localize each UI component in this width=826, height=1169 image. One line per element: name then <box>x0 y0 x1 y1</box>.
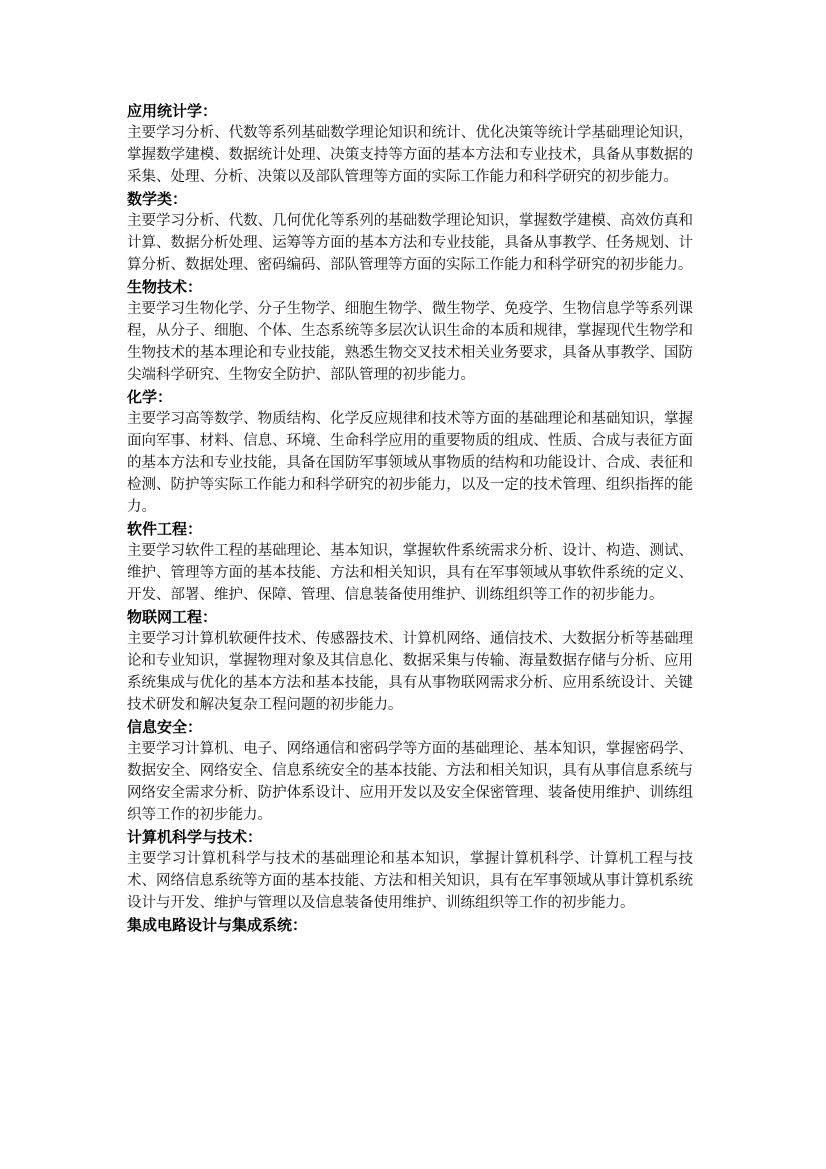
section-body: 主要学习生物化学、分子生物学、细胞生物学、微生物学、免疫学、生物信息学等系列课程，从分子、细胞、个体、生态系统等多层次认识生命的本质和规律，掌握现代生物学和生物技术的基本理论和专业技能，熟悉生物交叉技术相关业务要求，具备从事教学、国防尖端科学研究、生物安全防护、部队管理的初步能力。 <box>127 301 693 383</box>
section-iot-engineering <box>127 606 693 716</box>
section-body: 主要学习计算机科学与技术的基础理论和基本知识，掌握计算机科学、计算机工程与技术、网络信息系统等方面的基本技能、方法和相关知识，具有在军事领域从事计算机系统设计与开发、维护与管理以及信息装备使用维护、训练组织等工作的初步能力。 <box>127 851 693 911</box>
section-software-engineering <box>127 518 693 606</box>
section-information-security <box>127 716 693 826</box>
section-ic-design <box>127 914 693 936</box>
section-body: 主要学习计算机、电子、网络通信和密码学等方面的基础理论、基本知识，掌握密码学、数据安全、网络安全、信息系统安全的基本技能、方法和相关知识，具有从事信息系统与网络安全需求分析、防护体系设计、应用开发以及安全保密管理、装备使用维护、训练组织等工作的初步能力。 <box>127 741 693 823</box>
section-body: 主要学习分析、代数等系列基础数学理论知识和统计、优化决策等统计学基础理论知识，掌握数学建模、数据统计处理、决策支持等方面的基本方法和专业技术，具备从事数据的采集、处理、分析、决策以及部队管理等方面的实际工作能力和科学研究的初步能力。 <box>127 125 693 185</box>
section-chemistry <box>127 386 693 518</box>
section-heading: 集成电路设计与集成系统： <box>127 916 308 934</box>
document-page <box>127 100 693 936</box>
section-heading: 数学类： <box>127 190 188 208</box>
section-heading: 应用统计学： <box>127 102 218 120</box>
section-body: 主要学习分析、代数、几何优化等系列的基础数学理论知识，掌握数学建模、高效仿真和计算、数据分析处理、运筹等方面的基本方法和专业技能，具备从事教学、任务规划、计算分析、数据处理、密码编码、部队管理等方面的实际工作能力和科学研究的初步能力。 <box>127 213 693 273</box>
section-heading: 化学： <box>127 388 173 406</box>
section-body: 主要学习软件工程的基础理论、基本知识，掌握软件系统需求分析、设计、构造、测试、维护、管理等方面的基本技能、方法和相关知识，具有在军事领域从事软件系统的定义、开发、部署、维护、保障、管理、信息装备使用维护、训练组织等工作的初步能力。 <box>127 543 693 603</box>
section-heading: 软件工程： <box>127 520 203 538</box>
section-heading: 计算机科学与技术： <box>127 828 263 846</box>
section-biotechnology <box>127 276 693 386</box>
section-body: 主要学习计算机软硬件技术、传感器技术、计算机网络、通信技术、大数据分析等基础理论和专业知识，掌握物理对象及其信息化、数据采集与传输、海量数据存储与分析、应用系统集成与优化的基本方法和基本技能，具有从事物联网需求分析、应用系统设计、关键技术研发和解决复杂工程问题的初步能力。 <box>127 631 693 713</box>
section-heading: 物联网工程： <box>127 608 218 626</box>
section-heading: 信息安全： <box>127 718 203 736</box>
section-mathematics <box>127 188 693 276</box>
section-applied-statistics <box>127 100 693 188</box>
section-body: 主要学习高等数学、物质结构、化学反应规律和技术等方面的基础理论和基础知识，掌握面向军事、材料、信息、环境、生命科学应用的重要物质的组成、性质、合成与表征方面的基本方法和专业技能，具备在国防军事领域从事物质的结构和功能设计、合成、表征和检测、防护等实际工作能力和科学研究的初步能力，以及一定的技术管理、组织指挥的能力。 <box>127 411 693 515</box>
section-heading: 生物技术： <box>127 278 203 296</box>
section-computer-science <box>127 826 693 914</box>
